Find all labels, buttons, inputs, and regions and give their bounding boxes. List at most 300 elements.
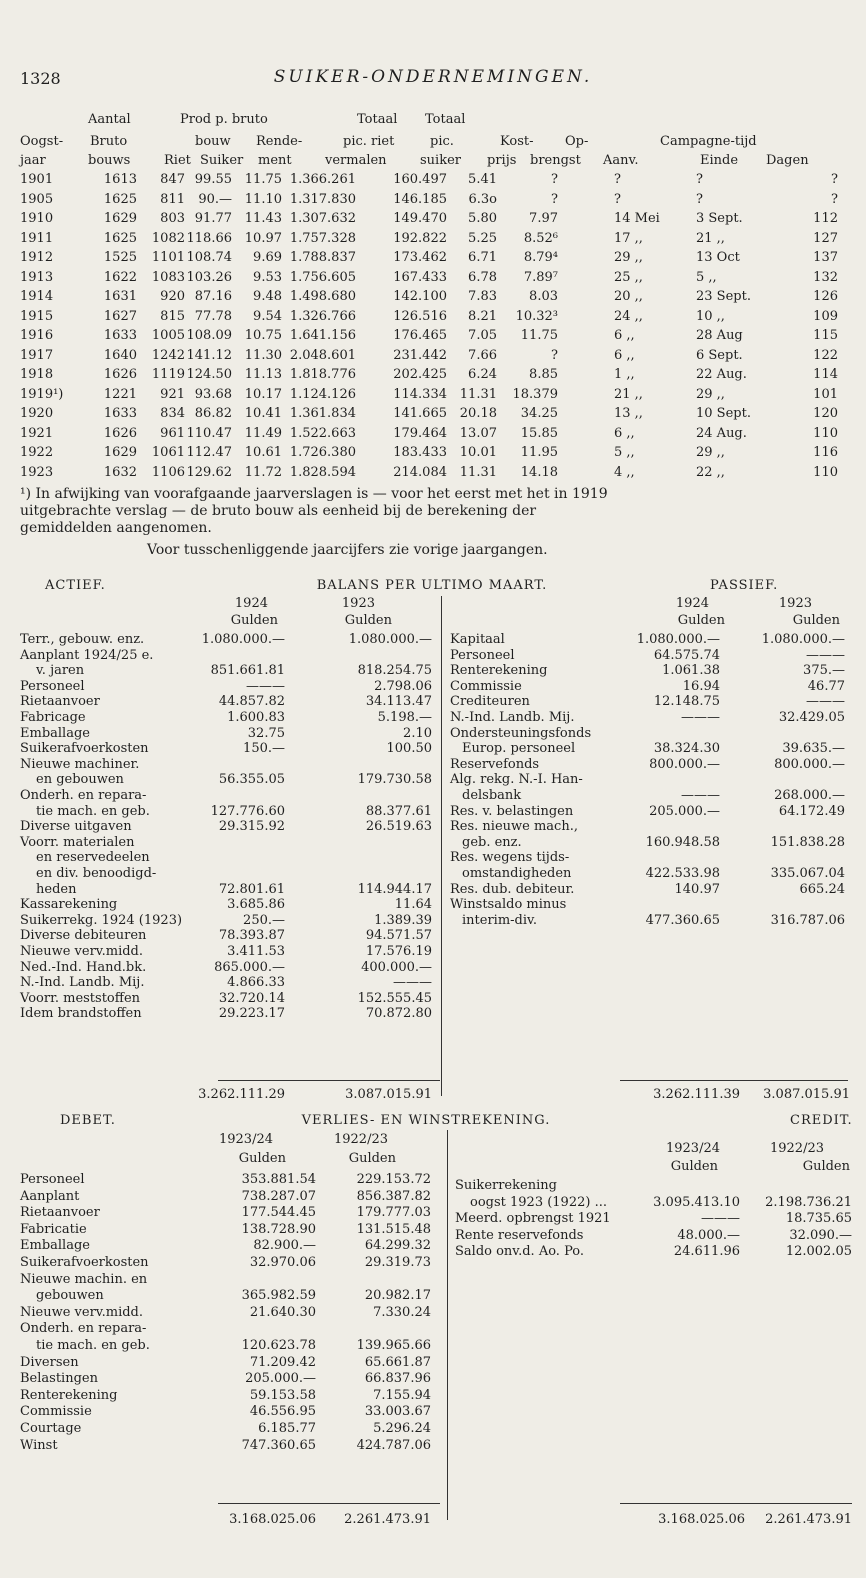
actief-label: Nieuwe verv.midd. <box>20 944 143 959</box>
table-cell: 8.21 <box>468 309 497 324</box>
passief-value-1923: 800.000.— <box>774 757 845 772</box>
debet-label: Renterekening <box>20 1388 118 1403</box>
pl-divider <box>447 1130 448 1520</box>
table-cell: 1913 <box>20 270 54 285</box>
actief-value-1923: 179.730.58 <box>357 772 432 787</box>
table-cell: 137 <box>813 250 838 265</box>
actief-total-rule <box>218 1080 440 1081</box>
credit-value-current: ——— <box>701 1211 740 1226</box>
table-cell: 28 Aug <box>696 328 743 343</box>
page-number: 1328 <box>20 69 61 88</box>
credit-title: CREDIT. <box>790 1113 853 1128</box>
debet-value-current: 747.360.65 <box>241 1438 316 1453</box>
actief-label: Onderh. en repara- <box>20 788 147 803</box>
actief-value-1924: 32.75 <box>247 726 285 741</box>
debet-value-previous: 20.982.17 <box>364 1288 431 1303</box>
actief-value-1923: 1.389.39 <box>374 913 432 928</box>
table-head-2-5: pic. <box>430 134 454 149</box>
actief-value-1924: ——— <box>246 679 285 694</box>
table-cell: 14.18 <box>520 465 558 480</box>
table-cell: 10.75 <box>244 328 282 343</box>
actief-label: Idem brandstoffen <box>20 1006 142 1021</box>
credit-total-previous: 2.261.473.91 <box>765 1512 852 1527</box>
passief-value-1923: 39.635.— <box>782 741 845 756</box>
passief-value-1923: ——— <box>806 648 845 663</box>
table-cell: 118.66 <box>186 231 232 246</box>
table-head-3-10: Einde <box>700 153 739 168</box>
table-cell: 21 ,, <box>614 387 643 402</box>
table-head-1-2: Totaal <box>357 112 398 127</box>
table-cell: 6.71 <box>468 250 497 265</box>
passief-value-1924: 16.94 <box>682 679 720 694</box>
table-cell: 6 ,, <box>614 426 635 441</box>
table-cell: 1915 <box>20 309 54 324</box>
unit-header: Gulden <box>802 1159 850 1174</box>
debet-label: Nieuwe verv.midd. <box>20 1305 143 1320</box>
table-cell: 160.497 <box>393 172 447 187</box>
table-cell: 11.30 <box>244 348 282 363</box>
credit-value-previous: 12.002.05 <box>785 1244 852 1259</box>
unit-header: Gulden <box>670 1159 718 1174</box>
debet-value-previous: 424.787.06 <box>356 1438 431 1453</box>
debet-value-previous: 229.153.72 <box>356 1172 431 1187</box>
actief-value-1923: 17.576.19 <box>365 944 432 959</box>
actief-value-1924: 4.866.33 <box>227 975 285 990</box>
table-cell: 8.85 <box>529 367 558 382</box>
debet-label: tie mach. en geb. <box>36 1338 150 1353</box>
table-cell: 1625 <box>103 231 137 246</box>
debet-total-rule <box>218 1503 440 1504</box>
actief-value-1923: 152.555.45 <box>357 991 432 1006</box>
table-cell: 34.25 <box>520 406 558 421</box>
table-cell: 17 ,, <box>614 231 643 246</box>
table-cell: 1919¹) <box>20 387 64 402</box>
actief-value-1924: 78.393.87 <box>218 928 285 943</box>
actief-label: Suikerafvoerkosten <box>20 741 149 756</box>
table-cell: 173.462 <box>393 250 447 265</box>
actief-value-1924: 150.— <box>243 741 285 756</box>
table-cell: 22 Aug. <box>696 367 747 382</box>
table-cell: 8.79⁴ <box>523 250 558 265</box>
table-head-1-0: Aantal <box>88 112 131 127</box>
table-cell: 122 <box>813 348 838 363</box>
footnote-line: uitgebrachte verslag — de bruto bouw als eenheid bij de berekening der <box>20 503 537 519</box>
table-cell: 14 Mei <box>614 211 660 226</box>
actief-value-1924: 72.801.61 <box>218 882 285 897</box>
debet-value-current: 738.287.07 <box>241 1189 316 1204</box>
table-cell: 3 Sept. <box>696 211 743 226</box>
table-cell: 126 <box>813 289 838 304</box>
table-cell: 21 ,, <box>696 231 725 246</box>
table-cell: ? <box>614 192 621 207</box>
debet-label: Personeel <box>20 1172 85 1187</box>
table-cell: 6.78 <box>468 270 497 285</box>
actief-label: heden <box>36 882 77 897</box>
table-head-3-7: prijs <box>487 153 517 168</box>
debet-label: gebouwen <box>36 1288 104 1303</box>
table-cell: ? <box>551 172 558 187</box>
table-cell: 1923 <box>20 465 54 480</box>
actief-value-1923: 11.64 <box>394 897 432 912</box>
passief-value-1924: 800.000.— <box>649 757 720 772</box>
actief-label: en gebouwen <box>36 772 124 787</box>
actief-label: Rietaanvoer <box>20 694 100 709</box>
table-head-3-2: Riet <box>164 153 191 168</box>
actief-value-1924: 250.— <box>243 913 285 928</box>
actief-value-1923: 1.080.000.— <box>348 632 432 647</box>
table-cell: 1921 <box>20 426 54 441</box>
table-head-3-4: ment <box>258 153 292 168</box>
table-cell: 10.17 <box>244 387 282 402</box>
table-cell: 101 <box>813 387 838 402</box>
passief-value-1924: 1.061.38 <box>662 663 720 678</box>
actief-label: Diverse uitgaven <box>20 819 132 834</box>
table-cell: 6 Sept. <box>696 348 743 363</box>
passief-label: Crediteuren <box>450 694 530 709</box>
table-head-2-1: Bruto <box>90 134 128 149</box>
passief-label: Res. wegens tijds- <box>450 850 570 865</box>
table-cell: 5.41 <box>468 172 497 187</box>
passief-value-1924: 422.533.98 <box>645 866 720 881</box>
table-cell: 1106 <box>151 465 185 480</box>
debet-total-current: 3.168.025.06 <box>229 1512 316 1527</box>
table-cell: 142.100 <box>393 289 447 304</box>
actief-title: ACTIEF. <box>45 578 106 593</box>
table-cell: 1119 <box>151 367 185 382</box>
table-cell: 202.425 <box>393 367 447 382</box>
table-cell: 91.77 <box>194 211 232 226</box>
table-cell: ? <box>551 348 558 363</box>
actief-value-1923: 88.377.61 <box>365 804 432 819</box>
table-cell: 10 Sept. <box>696 406 751 421</box>
table-cell: 124.50 <box>186 367 232 382</box>
table-cell: ? <box>831 192 838 207</box>
actief-value-1924: 1.600.83 <box>227 710 285 725</box>
passief-value-1924: 477.360.65 <box>645 913 720 928</box>
passief-label: Kapitaal <box>450 632 505 647</box>
passief-label: Commissie <box>450 679 522 694</box>
actief-value-1924: 32.720.14 <box>218 991 285 1006</box>
actief-value-1924: 44.857.82 <box>218 694 285 709</box>
table-cell: 120 <box>813 406 838 421</box>
table-head-3-0: jaar <box>20 153 46 168</box>
table-cell: 141.665 <box>393 406 447 421</box>
table-cell: 1613 <box>103 172 137 187</box>
table-cell: 77.78 <box>194 309 232 324</box>
table-head-2-0: Oogst- <box>20 134 64 149</box>
actief-label: Diverse debiteuren <box>20 928 147 943</box>
table-cell: 1912 <box>20 250 54 265</box>
table-cell: 1918 <box>20 367 54 382</box>
table-cell: 90.— <box>198 192 232 207</box>
actief-label: Suikerrekg. 1924 (1923) <box>20 913 183 928</box>
table-cell: 1525 <box>103 250 137 265</box>
table-head-3-9: Aanv. <box>603 153 639 168</box>
table-cell: 132 <box>813 270 838 285</box>
table-cell: 1.641.156 <box>289 328 356 343</box>
table-cell: 7.83 <box>468 289 497 304</box>
credit-total-rule <box>620 1503 852 1504</box>
table-cell: 9.48 <box>253 289 282 304</box>
table-cell: 114.334 <box>393 387 447 402</box>
passief-value-1924: 140.97 <box>674 882 720 897</box>
table-cell: 1910 <box>20 211 54 226</box>
year-header: 1923/24 <box>665 1141 720 1156</box>
table-cell: 1221 <box>103 387 137 402</box>
table-cell: 6.24 <box>468 367 497 382</box>
actief-label: en div. benoodigd- <box>36 866 157 881</box>
table-cell: 10.01 <box>459 445 497 460</box>
running-title: SUIKER-ONDERNEMINGEN. <box>273 67 593 87</box>
table-cell: 1629 <box>103 445 137 460</box>
table-cell: 1640 <box>103 348 137 363</box>
table-cell: 1.366.261 <box>289 172 356 187</box>
table-cell: 112 <box>813 211 838 226</box>
actief-label: Terr., gebouw. enz. <box>20 632 145 647</box>
credit-value-current: 24.611.96 <box>673 1244 740 1259</box>
table-cell: 1.326.766 <box>289 309 356 324</box>
table-cell: 10.61 <box>244 445 282 460</box>
actief-value-1923: 5.198.— <box>377 710 432 725</box>
table-cell: 811 <box>160 192 185 207</box>
table-cell: 115 <box>813 328 838 343</box>
actief-value-1923: 2.10 <box>403 726 432 741</box>
table-cell: 920 <box>160 289 185 304</box>
credit-value-current: 3.095.413.10 <box>653 1195 740 1210</box>
debet-value-current: 21.640.30 <box>249 1305 316 1320</box>
passief-value-1923: 32.429.05 <box>778 710 845 725</box>
table-head-1-1: Prod p. bruto <box>180 112 268 127</box>
passief-value-1924: 1.080.000.— <box>636 632 720 647</box>
table-cell: 5.25 <box>468 231 497 246</box>
table-cell: 1911 <box>20 231 54 246</box>
table-head-3-11: Dagen <box>766 153 809 168</box>
table-cell: 1.361.834 <box>289 406 356 421</box>
debet-value-previous: 5.296.24 <box>373 1421 431 1436</box>
table-cell: 1101 <box>151 250 185 265</box>
table-head-2-8: Campagne-tijd <box>660 134 757 149</box>
table-head-3-8: brengst <box>530 153 581 168</box>
actief-value-1923: 26.519.63 <box>365 819 432 834</box>
table-cell: 10.97 <box>244 231 282 246</box>
table-cell: 109 <box>813 309 838 324</box>
actief-value-1924: 1.080.000.— <box>201 632 285 647</box>
table-cell: 108.09 <box>186 328 232 343</box>
actief-label: Nieuwe machiner. <box>20 757 140 772</box>
actief-label: N.-Ind. Landb. Mij. <box>20 975 145 990</box>
credit-value-previous: 18.735.65 <box>785 1211 852 1226</box>
table-cell: 834 <box>160 406 185 421</box>
debet-value-current: 46.556.95 <box>249 1404 316 1419</box>
passief-value-1923: 375.— <box>803 663 845 678</box>
table-head-2-7: Op- <box>565 134 589 149</box>
table-note: Voor tusschenliggende jaarcijfers zie vorige jaargangen. <box>147 542 548 558</box>
table-cell: 5 ,, <box>614 445 635 460</box>
table-cell: 5.80 <box>468 211 497 226</box>
actief-label: en reservedeelen <box>36 850 150 865</box>
debet-label: Belastingen <box>20 1371 98 1386</box>
table-cell: 1627 <box>103 309 137 324</box>
actief-value-1923: 400.000.— <box>361 960 432 975</box>
table-cell: 1.818.776 <box>289 367 356 382</box>
table-cell: 192.822 <box>393 231 447 246</box>
table-cell: 1.522.663 <box>289 426 356 441</box>
debet-label: Fabricatie <box>20 1222 87 1237</box>
passief-label: Alg. rekg. N.-I. Han- <box>450 772 583 787</box>
table-cell: 6 ,, <box>614 328 635 343</box>
debet-value-previous: 66.837.96 <box>364 1371 431 1386</box>
table-cell: 1626 <box>103 426 137 441</box>
passief-value-1923: 1.080.000.— <box>761 632 845 647</box>
table-cell: 214.084 <box>393 465 447 480</box>
unit-header: Gulden <box>677 613 725 628</box>
table-head-2-6: Kost- <box>500 134 534 149</box>
actief-total-1923: 3.087.015.91 <box>345 1087 432 1102</box>
table-cell: 1 ,, <box>614 367 635 382</box>
table-cell: 25 ,, <box>614 270 643 285</box>
table-cell: 1.756.605 <box>289 270 356 285</box>
table-cell: 1905 <box>20 192 54 207</box>
debet-value-current: 177.544.45 <box>241 1205 316 1220</box>
credit-label: Suikerrekening <box>455 1178 557 1193</box>
debet-value-previous: 33.003.67 <box>364 1404 431 1419</box>
table-cell: 114 <box>813 367 838 382</box>
passief-value-1924: ——— <box>681 710 720 725</box>
unit-header: Gulden <box>230 613 278 628</box>
passief-value-1924: 64.575.74 <box>653 648 720 663</box>
passief-label: Europ. personeel <box>462 741 576 756</box>
actief-label: v. jaren <box>36 663 85 678</box>
passief-total-rule <box>620 1080 848 1081</box>
debet-label: Nieuwe machin. en <box>20 1272 148 1287</box>
year-header: 1922/23 <box>769 1141 824 1156</box>
actief-value-1923: 100.50 <box>386 741 432 756</box>
passief-value-1923: 64.172.49 <box>778 804 845 819</box>
passief-label: geb. enz. <box>462 835 522 850</box>
table-cell: 1622 <box>103 270 137 285</box>
table-cell: 4 ,, <box>614 465 635 480</box>
passief-label: Personeel <box>450 648 515 663</box>
pl-title: VERLIES- EN WINSTREKENING. <box>301 1113 551 1128</box>
debet-label: Winst <box>20 1438 58 1453</box>
debet-value-previous: 179.777.03 <box>356 1205 431 1220</box>
table-cell: 7.66 <box>468 348 497 363</box>
table-head-2-3: Rende- <box>256 134 303 149</box>
debet-value-current: 59.153.58 <box>249 1388 316 1403</box>
table-cell: 1920 <box>20 406 54 421</box>
passief-label: Renterekening <box>450 663 548 678</box>
table-cell: 1632 <box>103 465 137 480</box>
table-cell: 803 <box>160 211 185 226</box>
year-header: 1923 <box>341 596 375 611</box>
table-cell: 1914 <box>20 289 54 304</box>
credit-value-previous: 2.198.736.21 <box>765 1195 852 1210</box>
table-cell: 29 ,, <box>696 445 725 460</box>
table-cell: 11.31 <box>459 465 497 480</box>
table-cell: 1633 <box>103 406 137 421</box>
footnote-line: gemiddelden aangenomen. <box>20 520 212 536</box>
actief-value-1923: 70.872.80 <box>365 1006 432 1021</box>
passief-value-1923: 268.000.— <box>774 788 845 803</box>
table-cell: ? <box>614 172 621 187</box>
passief-label: delsbank <box>462 788 522 803</box>
passief-label: interim-div. <box>462 913 537 928</box>
actief-value-1923: 818.254.75 <box>357 663 432 678</box>
table-cell: 87.16 <box>194 289 232 304</box>
actief-value-1923: 2.798.06 <box>374 679 432 694</box>
table-cell: 10.32³ <box>515 309 558 324</box>
table-cell: 10 ,, <box>696 309 725 324</box>
table-cell: 9.69 <box>253 250 282 265</box>
table-cell: 141.12 <box>186 348 232 363</box>
table-cell: 11.43 <box>244 211 282 226</box>
unit-header: Gulden <box>792 613 840 628</box>
table-cell: 11.75 <box>244 172 282 187</box>
table-cell: 146.185 <box>393 192 447 207</box>
actief-label: Aanplant 1924/25 e. <box>20 648 154 663</box>
credit-label: Meerd. opbrengst 1921 <box>455 1211 611 1226</box>
table-head-3-3: Suiker <box>200 153 244 168</box>
table-head-2-2: bouw <box>195 134 231 149</box>
table-cell: 921 <box>160 387 185 402</box>
table-head-3-5: vermalen <box>325 153 387 168</box>
table-cell: 1922 <box>20 445 54 460</box>
table-cell: 20.18 <box>459 406 497 421</box>
table-cell: 1.828.594 <box>289 465 356 480</box>
table-cell: 1.726.380 <box>289 445 356 460</box>
unit-header: Gulden <box>344 613 392 628</box>
passief-value-1924: ——— <box>681 788 720 803</box>
year-header: 1923/24 <box>218 1132 273 1147</box>
table-cell: 1082 <box>151 231 185 246</box>
year-header: 1924 <box>675 596 709 611</box>
passief-value-1923: 46.77 <box>807 679 845 694</box>
table-cell: 7.89⁷ <box>523 270 558 285</box>
actief-value-1924: 3.411.53 <box>227 944 285 959</box>
debet-value-current: 365.982.59 <box>241 1288 316 1303</box>
table-cell: 13 Oct <box>696 250 740 265</box>
debet-label: Emballage <box>20 1238 90 1253</box>
table-cell: 6.3o <box>468 192 497 207</box>
debet-label: Suikerafvoerkosten <box>20 1255 149 1270</box>
table-cell: 99.55 <box>194 172 232 187</box>
debet-value-current: 71.209.42 <box>249 1355 316 1370</box>
passief-value-1924: 38.324.30 <box>653 741 720 756</box>
table-cell: 5 ,, <box>696 270 717 285</box>
debet-label: Onderh. en repara- <box>20 1321 147 1336</box>
table-cell: 179.464 <box>393 426 447 441</box>
table-cell: 1083 <box>151 270 185 285</box>
credit-label: Rente reservefonds <box>455 1228 584 1243</box>
table-cell: 11.72 <box>244 465 282 480</box>
debet-label: Aanplant <box>20 1189 80 1204</box>
table-cell: 11.13 <box>244 367 282 382</box>
table-cell: 10.41 <box>244 406 282 421</box>
table-cell: 8.52⁶ <box>523 231 558 246</box>
passief-value-1924: 12.148.75 <box>653 694 720 709</box>
debet-value-previous: 7.330.24 <box>373 1305 431 1320</box>
debet-value-previous: 65.661.87 <box>364 1355 431 1370</box>
table-cell: 129.62 <box>186 465 232 480</box>
passief-label: Ondersteuningsfonds <box>450 726 592 741</box>
debet-value-current: 82.900.— <box>253 1238 316 1253</box>
table-cell: 126.516 <box>393 309 447 324</box>
table-cell: 1061 <box>151 445 185 460</box>
debet-label: Diversen <box>20 1355 79 1370</box>
debet-title: DEBET. <box>60 1113 116 1128</box>
actief-label: Kassarekening <box>20 897 118 912</box>
table-cell: 29 ,, <box>614 250 643 265</box>
